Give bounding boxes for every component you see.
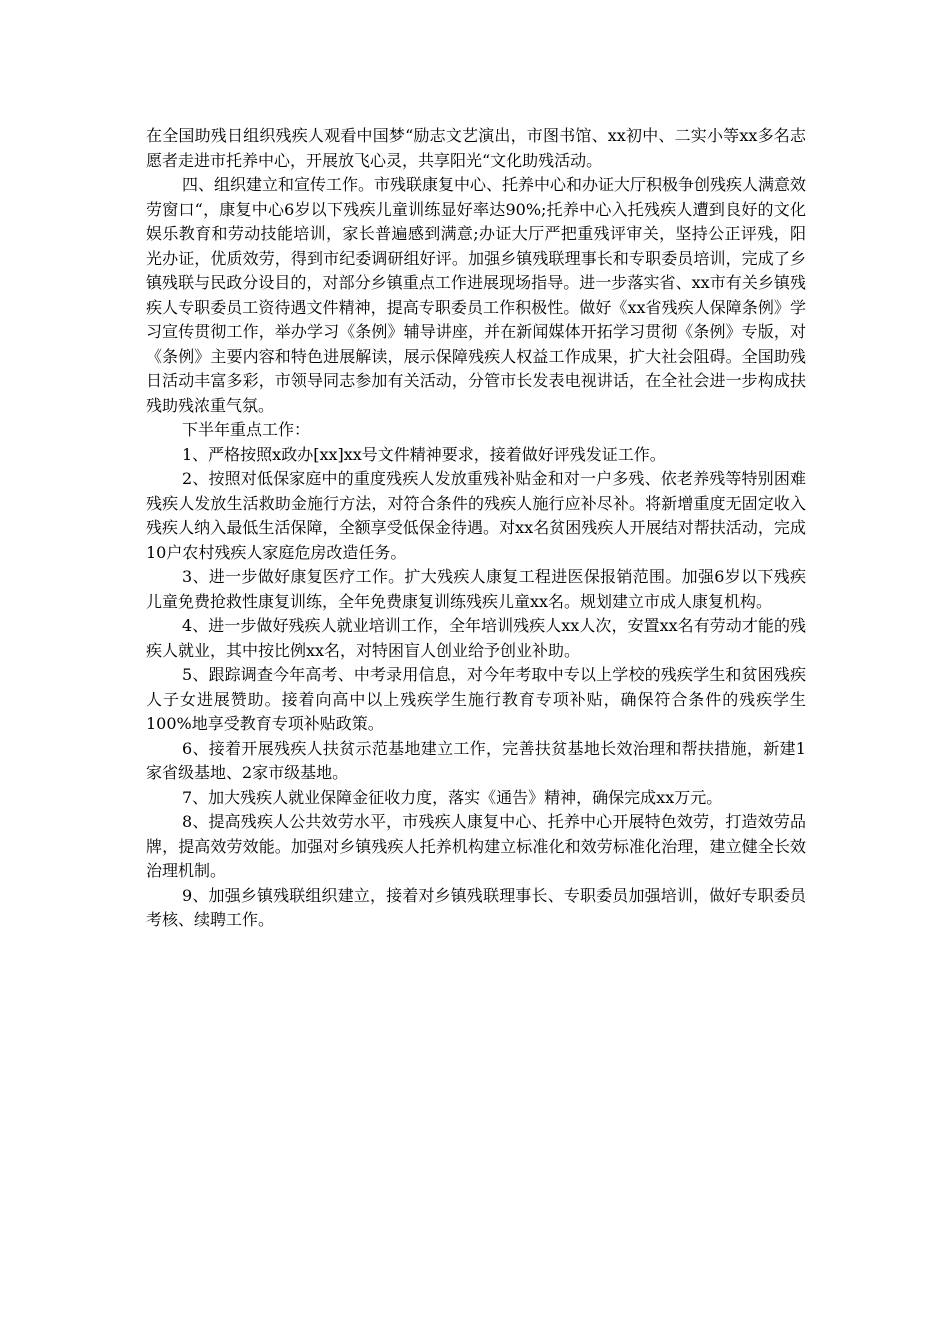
list-item-7: 7、加大残疾人就业保障金征收力度，落实《通告》精神，确保完成xx万元。 [182, 787, 723, 807]
list-item-6: 6、接着开展残疾人扶贫示范基地建立工作，完善扶贫基地长效治理和帮扶措施，新建1家省级基地、2家市级基地。 [146, 738, 806, 782]
list-item-8: 8、提高残疾人公共效劳水平，市残疾人康复中心、托养中心开展特色效劳，打造效劳品牌，提高效劳效能。加强对乡镇残疾人托养机构建立标准化和效劳标准化治理，建立健全长效治理机制。 [146, 812, 806, 880]
paragraph-heading-next-half: 下半年重点工作： [182, 420, 311, 439]
list-item-5: 5、跟踪调查今年高考、中考录用信息，对今年考取中专以上学校的残疾学生和贫困残疾人子女进展赞助。接着向高中以上残疾学生施行教育专项补贴，确保符合条件的残疾学生100%地享受教育专项补贴政策。 [146, 665, 806, 733]
list-item-9: 9、加强乡镇残联组织建立，接着对乡镇残联理事长、专职委员加强培训，做好专职委员考核、续聘工作。 [146, 885, 806, 929]
document-body [146, 124, 806, 933]
list-item-4: 4、进一步做好残疾人就业培训工作，全年培训残疾人xx人次，安置xx名有劳动才能的残疾人就业，其中按比例xx名，对特困盲人创业给予创业补助。 [146, 616, 806, 660]
list-item-2: 2、按照对低保家庭中的重度残疾人发放重残补贴金和对一户多残、依老养残等特别困难残疾人发放生活救助金施行方法，对符合条件的残疾人施行应补尽补。将新增重度无固定收入残疾人纳入最低生活保障，全额享受低保金待遇。对xx名贫困残疾人开展结对帮扶活动，完成10户农村残疾人家庭危房改造任务。 [146, 469, 806, 562]
paragraph-section-four: 四、组织建立和宣传工作。市残联康复中心、托养中心和办证大厅积极争创残疾人满意效劳窗口“，康复中心6岁以下残疾儿童训练显好率达90%;托养中心入托残疾人遭到良好的文化娱乐教育和劳动技能培训，家长普遍感到满意;办证大厅严把重残评审关，坚持公正评残，阳光办证，优质效劳，得到市纪委调研组好评。加强乡镇残联理事长和专职委员培训，完成了乡镇残联与民政分设目的，对部分乡镇重点工作进展现场指导。进一步落实省、xx市有关乡镇残疾人专职委员工资待遇文件精神，提高专职委员工作积极性。做好《xx省残疾人保障条例》学习宣传贯彻工作，举办学习《条例》辅导讲座，并在新闻媒体开拓学习贯彻《条例》专版，对《条例》主要内容和特色进展解读，展示保障残疾人权益工作成果，扩大社会阻碍。全国助残日活动丰富多彩，市领导同志参加有关活动，分管市长发表电视讲话，在全社会进一步构成扶残助残浓重气氛。 [146, 175, 807, 415]
list-item-1: 1、严格按照x政办[xx]xx号文件精神要求，接着做好评残发证工作。 [182, 444, 666, 464]
paragraph-continued: 在全国助残日组织残疾人观看中国梦“励志文艺演出，市图书馆、xx初中、二实小等xx多名志愿者走进市托养中心，开展放飞心灵，共享阳光“文化助残活动。 [146, 126, 806, 170]
list-item-3: 3、进一步做好康复医疗工作。扩大残疾人康复工程进医保报销范围。加强6岁以下残疾儿童免费抢救性康复训练，全年免费康复训练残疾儿童xx名。规划建立市成人康复机构。 [146, 567, 806, 611]
